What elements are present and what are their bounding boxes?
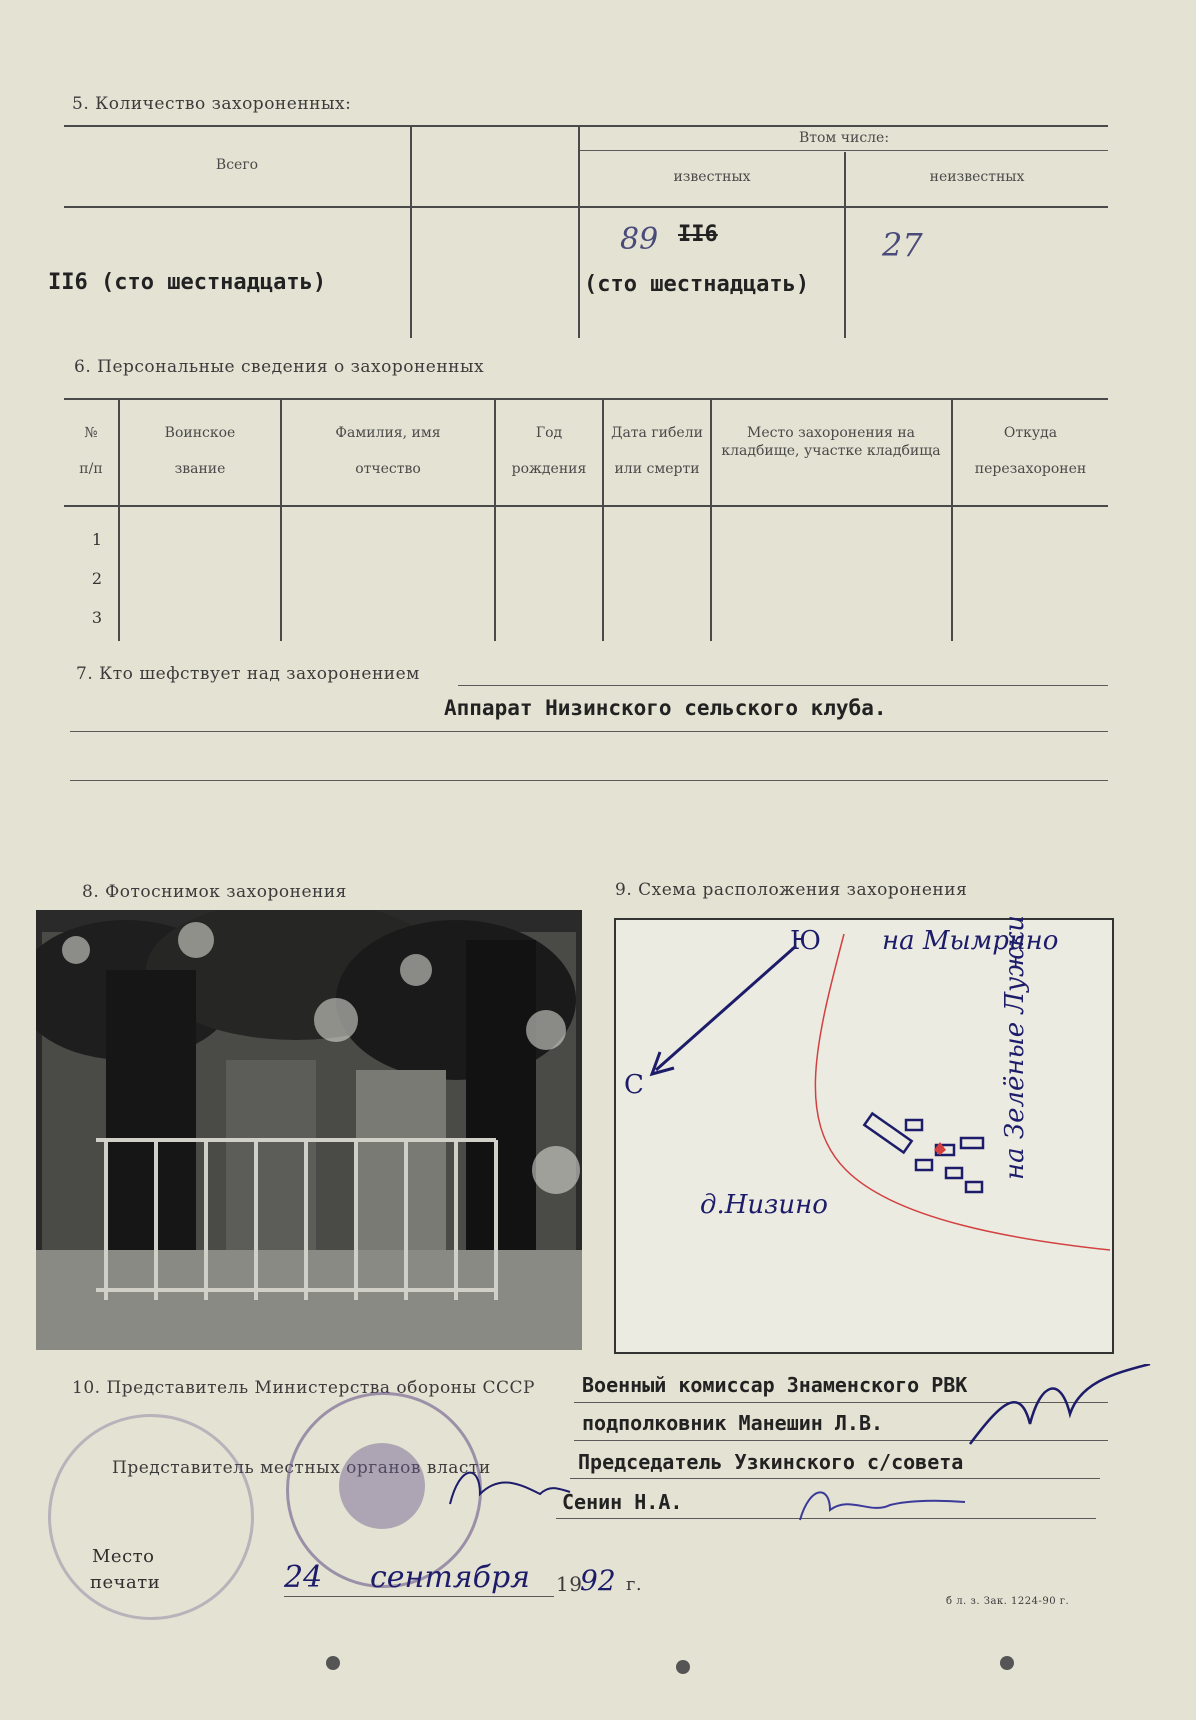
table5-header-including: Втом числе: xyxy=(798,130,890,146)
section6-title: 6. Персональные сведения о захороненных xyxy=(74,357,485,377)
location-scheme xyxy=(614,918,1114,1354)
table6-header-num-bottom: п/п xyxy=(79,461,103,477)
known-handwritten-value: 89 xyxy=(620,222,659,257)
table6-header-from-bottom: перезахоронен xyxy=(974,461,1087,477)
binder-hole xyxy=(326,1656,340,1670)
table6-header-death-top: Дата гибели xyxy=(611,425,703,441)
table6-header-rank-bottom: звание xyxy=(174,461,226,477)
table6-header-num-top: № xyxy=(84,425,98,441)
scheme-label-south: Ю xyxy=(790,926,822,956)
local-rule-1 xyxy=(570,1478,1100,1479)
section7-rule-2 xyxy=(70,731,1108,732)
table6-col-divider-5 xyxy=(710,399,712,641)
table5-header-total: Всего xyxy=(215,157,259,173)
table6-header-year-top: Год xyxy=(535,425,563,441)
print-code: б л. з. Зак. 1224-90 г. xyxy=(946,1596,1070,1607)
section10-mod-title: 10. Представитель Министерства обороны СССР xyxy=(72,1378,535,1398)
local-signature-2 xyxy=(790,1480,970,1530)
mod-representative-line1: Военный комиссар Знаменского РВК xyxy=(582,1373,968,1397)
date-suffix: г. xyxy=(626,1574,643,1595)
scheme-label-village: д.Низино xyxy=(700,1190,828,1220)
table6-header-name-bottom: отчество xyxy=(355,461,421,477)
table6-header-rank-top: Воинское xyxy=(164,425,236,441)
table6-header-year-bottom: рождения xyxy=(511,461,587,477)
total-buried-value: II6 (сто шестнадцать) xyxy=(48,270,327,295)
known-typed-value: II6 xyxy=(678,222,718,247)
section7-title: 7. Кто шефствует над захоронением xyxy=(76,664,420,684)
section10-local-title: Представитель местных органов власти xyxy=(112,1458,491,1478)
local-representative-line1: Председатель Узкинского с/совета xyxy=(578,1450,964,1474)
section8-title: 8. Фотоснимок захоронения xyxy=(82,882,347,902)
table5-col-divider-1 xyxy=(410,126,412,338)
section7-rule-3 xyxy=(70,780,1108,781)
table5-including-rule xyxy=(580,150,1108,151)
table5-header-rule xyxy=(64,206,1108,208)
table5-col-divider-2 xyxy=(578,126,580,338)
binder-hole xyxy=(1000,1656,1014,1670)
mod-signature xyxy=(960,1364,1160,1454)
date-rule xyxy=(284,1596,554,1597)
seal-place-label-2: печати xyxy=(90,1572,161,1593)
table6-row-num: 2 xyxy=(91,569,103,588)
table6-header-death-bottom: или смерти xyxy=(614,461,700,477)
local-representative-line2: Сенин Н.А. xyxy=(562,1490,683,1514)
table6-header-name-top: Фамилия, имя xyxy=(335,425,441,441)
local-signature-1 xyxy=(440,1454,580,1514)
date-day: 24 xyxy=(284,1560,323,1595)
mod-representative-line2: подполковник Манешин Л.В. xyxy=(582,1411,884,1435)
table6-header-from-top: Откуда xyxy=(1003,425,1058,441)
section7-rule-1 xyxy=(458,685,1108,686)
section9-title: 9. Схема расположения захоронения xyxy=(615,880,968,900)
date-month: сентября xyxy=(370,1560,531,1595)
scheme-label-road-top: на Мымрино xyxy=(882,926,1059,956)
scheme-label-road-right: на Зелёные Лужки xyxy=(1000,915,1030,1180)
scheme-label-north: С xyxy=(624,1070,644,1100)
table6-row-num: 1 xyxy=(91,530,103,549)
patron-value: Аппарат Низинского сельского клуба. xyxy=(444,696,887,720)
unknown-handwritten-value: 27 xyxy=(882,226,923,264)
date-year-printed: 19 xyxy=(556,1572,583,1596)
burial-photo xyxy=(36,910,582,1350)
binder-hole xyxy=(676,1660,690,1674)
table5-header-unknown: неизвестных xyxy=(929,169,1025,185)
section5-title: 5. Количество захороненных: xyxy=(72,94,352,114)
table6-row-num: 3 xyxy=(91,608,103,627)
seal-place-label-1: Место xyxy=(92,1546,155,1567)
known-typed-words: (сто шестнадцать) xyxy=(584,272,810,297)
table6-header-place: Место захоронения на кладбище, участке кладбища xyxy=(721,425,941,459)
date-year-handwritten: 92 xyxy=(580,1564,616,1597)
table5-top-rule xyxy=(64,125,1108,127)
seal-emblem xyxy=(339,1443,425,1529)
table5-header-known: известных xyxy=(673,169,751,185)
